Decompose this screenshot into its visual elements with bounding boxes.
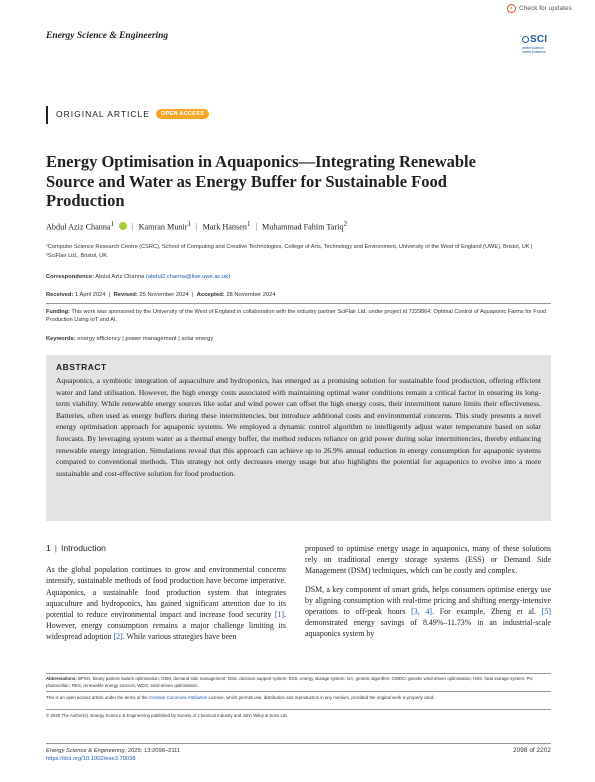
article-title: Energy Optimisation in Aquaponics—Integrating Renewable Source and Water as Energy Buffer for Sustainable Food Production bbox=[46, 152, 476, 210]
body-paragraph: As the global population continues to grow and environmental concerns intensify, sustainable methods of food production have become imperative. Aquaponics, a sustainable food production system that integrates aquaculture and hydroponics, has gained significant attention due to its potential to reduce environmental impact and increase food security [1]. However, energy consumption remains a major challenge limiting its widespread adoption [2]. While various strategies have been bbox=[46, 565, 286, 642]
citation-link[interactable]: [1] bbox=[274, 610, 285, 620]
citation-link[interactable]: [2] bbox=[113, 632, 123, 642]
copyright: © 2025 The Author(s). Energy Science & Engineering published by Society of Chemical Industry and John Wiley & Sons Ltd. bbox=[46, 713, 288, 718]
check-for-updates-label: Check for updates bbox=[519, 4, 572, 12]
doi-link[interactable]: https://doi.org/10.1002/ese3.70038 bbox=[46, 756, 136, 763]
sci-logo bbox=[522, 34, 552, 60]
section-heading: 1 | Introduction bbox=[46, 543, 106, 553]
page-number: 2098 of 2202 bbox=[513, 747, 551, 754]
author-name[interactable]: Mark Hansen$^1$ bbox=[202, 221, 251, 232]
article-type-label: ORIGINAL ARTICLE bbox=[56, 109, 150, 119]
author-name[interactable]: Muhammad Fahim Tariq$^2$ bbox=[262, 221, 348, 232]
article-type-row bbox=[46, 109, 209, 119]
funding-statement: Funding: This work was sponsored by the University of the West of England in collaboration with the industry partner SciFlair Ltd. under project id 7229864: Optimal Control of Aquaponic Farms for Food Production Using IoT and AI. bbox=[46, 309, 547, 324]
body-paragraph: DSM, a key component of smart grids, helps consumers optimise energy use by aligning consumption with real-time pricing and shifting energy-intensive operations to off-peak hours [3, 4]. For example, Zheng et al. [5] demonstrated energy savings of 8.49%–11.73% in an industrial-scale aquaponics system by bbox=[305, 584, 551, 639]
divider bbox=[46, 709, 551, 710]
divider bbox=[46, 303, 551, 304]
abstract-box bbox=[46, 355, 551, 521]
divider bbox=[46, 673, 551, 674]
license-link[interactable]: Creative Commons Attribution bbox=[149, 695, 208, 700]
abstract-text: Aquaponics, a symbiotic integration of aquaculture and hydroponics, has emerged as a promising solution for sustainable food production, offering efficient water and land utilisation. However, the high energy costs associated with maintaining optimal water conditions remain a critical factor in ensuring its long-term viability. While renewable energy sources like solar and wind power can offset the high energy costs, their intermittent nature limits their effectiveness. Batteries, often used as energy buffers during these intermittencies, but introduce additional costs and environmental concerns. This study presents a novel energy optimisation approach for aquaponic systems. We employed a dynamic control algorithm to intelligently adjust water temperature based on solar forecasts. By leveraging system water as a thermal energy buffer, the method reduces reliance on grid power during solar intermittencies, thereby enhancing renewable energy integration. Simulations reveal that this approach can achieve up to 26.9% annual reduction in energy consumption for aquaponic systems compared to conventional methods. This strategy not only decreases energy usage but also highlights the potential for aquaponics to evolve into a more sustainable and cost-effective solution for food production. bbox=[56, 376, 541, 478]
body-column-right bbox=[305, 543, 551, 647]
body-paragraph: proposed to optimise energy usage in aquaponics, many of these solutions rely on traditional energy storage systems (ESS) or Demand Side Management (DSM) techniques, which can be costly and complex. bbox=[305, 544, 551, 576]
abbreviations: Abbreviations: BPSO, binary particle swarm optimisation; DSM, demand side management; DSS, decision support system; ESS, energy storage system; GA, genetic algorithm; GWDO, genetic wind-driven optimisation; HSS, heat storage system; PV, photovoltaic; RES, renewable energy sources; WDO, wind-driven optimisation. bbox=[46, 676, 534, 688]
sci-logo-text: SCI bbox=[530, 34, 548, 45]
journal-name: Energy Science & Engineering bbox=[46, 31, 169, 41]
divider bbox=[46, 691, 551, 692]
author-list bbox=[46, 221, 347, 232]
author-separator: | bbox=[132, 221, 134, 231]
author-name[interactable]: Abdul Aziz Channa$^1$ bbox=[46, 221, 114, 232]
article-dates: Received: 1 April 2024 | Revised: 25 November 2024 | Accepted: 28 November 2024 bbox=[46, 292, 276, 298]
affiliations: ¹Computer Science Research Centre (CSRC), School of Computing and Creative Technologies, College of Arts, Technology and Environment, University of the West of England (UWE), Bristol, UK | ²SciFlair Ltd., Bristol, UK bbox=[46, 244, 533, 259]
citation-link[interactable]: [5] bbox=[541, 607, 551, 617]
author-name[interactable]: Kamran Munir$^1$ bbox=[138, 221, 191, 232]
correspondence: Correspondence: Abdul Aziz Channa (abdul2.channa@live.uwe.ac.uk) bbox=[46, 274, 231, 280]
open-access-badge: OPEN ACCESS bbox=[156, 109, 209, 119]
crossmark-icon bbox=[507, 4, 516, 13]
author-separator: | bbox=[255, 221, 257, 231]
footer-citation: Energy Science & Engineering, 2025; 13:2098–2111 https://doi.org/10.1002/ese3.70038 bbox=[46, 748, 181, 763]
license-statement: This is an open access article under the terms of the Creative Commons Attribution License, which permits use, distribution and reproduction in any medium, provided the original work is properly cited. bbox=[46, 695, 435, 700]
check-for-updates-button[interactable] bbox=[507, 2, 587, 14]
citation-link[interactable]: [3, 4] bbox=[411, 607, 433, 617]
body-column-left bbox=[46, 543, 286, 650]
sci-logo-tagline: where science meets business bbox=[522, 46, 546, 54]
author-separator: | bbox=[195, 221, 198, 231]
sci-logo-icon bbox=[522, 36, 529, 43]
divider bbox=[46, 743, 551, 744]
correspondence-email-link[interactable]: (abdul2.channa@live.uwe.ac.uk) bbox=[145, 274, 231, 280]
orcid-icon[interactable] bbox=[119, 222, 127, 230]
keywords: Keywords: energy efficiency | power management | solar energy bbox=[46, 336, 214, 342]
abstract-heading: ABSTRACT bbox=[56, 362, 107, 372]
